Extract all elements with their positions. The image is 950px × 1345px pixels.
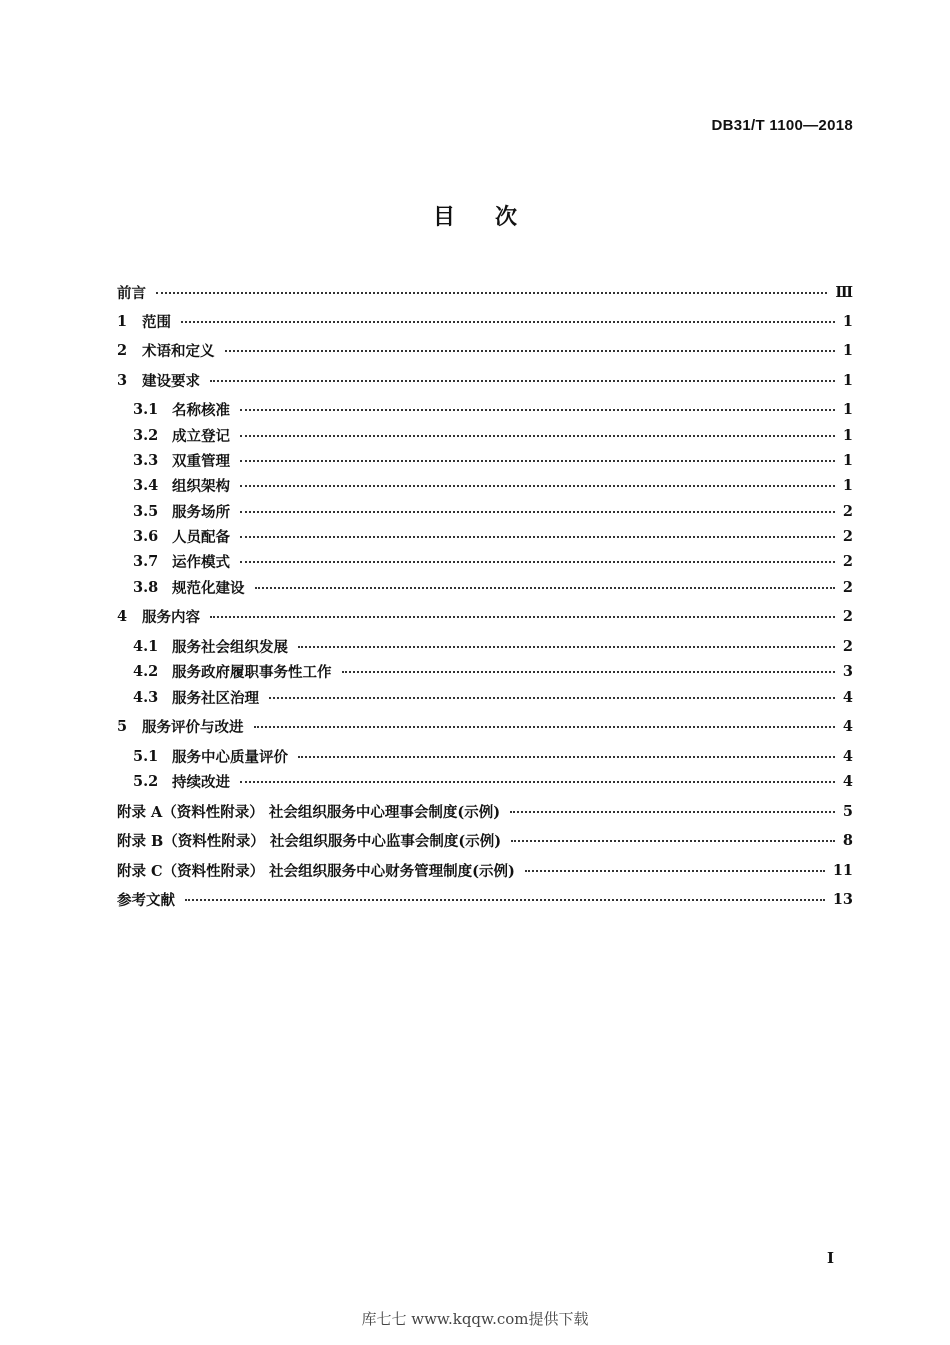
toc-entry-title: 建设要求 <box>142 372 200 390</box>
toc-entry-number: 3 <box>117 371 128 389</box>
dot-leader <box>254 726 835 728</box>
toc-entry-title: 运作模式 <box>172 553 230 571</box>
dot-leader <box>181 321 835 323</box>
toc-entry[interactable] <box>133 577 853 597</box>
toc-entry-title: 服务评价与改进 <box>142 718 244 736</box>
dot-leader <box>240 460 835 462</box>
toc-entry-page: 3 <box>842 662 853 680</box>
dot-leader <box>210 616 835 618</box>
toc-entry-page: 5 <box>842 802 853 820</box>
toc-entry-page: 2 <box>842 637 853 655</box>
toc-entry-page: Ⅲ <box>835 283 853 301</box>
dot-leader <box>240 435 835 437</box>
toc-entry-number: 3.2 <box>133 426 159 444</box>
toc-entry-title: 前言 <box>117 284 146 302</box>
toc-entry[interactable] <box>117 860 853 880</box>
dot-leader <box>342 671 835 673</box>
dot-leader <box>510 811 835 813</box>
toc-entry-title: 人员配备 <box>172 528 230 546</box>
dot-leader <box>225 350 835 352</box>
toc-entry-title: 服务政府履职事务性工作 <box>172 663 332 681</box>
toc-entry-number: 2 <box>117 341 128 359</box>
toc-entry[interactable] <box>133 636 853 656</box>
toc-entry-page: 2 <box>842 502 853 520</box>
toc-entry[interactable] <box>117 801 853 821</box>
dot-leader <box>298 756 835 758</box>
toc-entry-number: 4.2 <box>133 662 159 680</box>
toc-entry[interactable] <box>117 340 853 360</box>
toc-entry-title: 附录 B（资料性附录） 社会组织服务中心监事会制度(示例) <box>117 832 502 850</box>
dot-leader <box>240 781 835 783</box>
toc-entry[interactable] <box>133 475 853 495</box>
toc-entry-number: 3.5 <box>133 502 159 520</box>
toc-entry-title: 附录 A（资料性附录） 社会组织服务中心理事会制度(示例) <box>117 803 501 821</box>
page-folio: I <box>827 1249 835 1267</box>
toc-entry-title: 服务场所 <box>172 503 230 521</box>
toc-entry-page: 1 <box>842 476 853 494</box>
toc-entry-page: 13 <box>832 890 853 908</box>
toc-entry-page: 1 <box>842 371 853 389</box>
dot-leader <box>240 536 835 538</box>
toc-entry-title: 服务中心质量评价 <box>172 748 288 766</box>
toc-entry[interactable] <box>117 716 853 736</box>
toc-entry-page: 4 <box>842 747 853 765</box>
standard-number: DB31/T 1100—2018 <box>711 117 853 134</box>
dot-leader <box>240 409 835 411</box>
toc-entry-number: 5 <box>117 717 128 735</box>
toc-entry-number: 5.1 <box>133 747 159 765</box>
toc-entry-number: 3.1 <box>133 400 159 418</box>
title-char: 目 <box>432 204 455 230</box>
toc-entry-title: 范围 <box>142 313 171 331</box>
toc-entry-page: 1 <box>842 341 853 359</box>
toc-entry-title: 名称核准 <box>172 401 230 419</box>
toc-entry-page: 1 <box>842 400 853 418</box>
toc-entry-number: 5.2 <box>133 772 159 790</box>
toc-entry-title: 规范化建设 <box>172 579 245 597</box>
dot-leader <box>185 899 825 901</box>
dot-leader <box>210 380 835 382</box>
toc-entry[interactable] <box>133 687 853 707</box>
toc-entry-page: 1 <box>842 426 853 444</box>
title-char: 次 <box>495 204 518 230</box>
toc-entry-title: 服务内容 <box>142 608 200 626</box>
toc-entry-number: 4 <box>117 607 128 625</box>
toc-entry-page: 2 <box>842 527 853 545</box>
toc-entry[interactable] <box>117 282 853 302</box>
toc-entry[interactable] <box>133 746 853 766</box>
toc-entry[interactable] <box>133 526 853 546</box>
dot-leader <box>255 587 835 589</box>
toc-entry-page: 4 <box>842 688 853 706</box>
toc-entry-page: 1 <box>842 312 853 330</box>
toc-entry-title: 服务社会组织发展 <box>172 638 288 656</box>
toc-entry-title: 组织架构 <box>172 477 230 495</box>
toc-entry-page: 2 <box>842 607 853 625</box>
toc-entry-number: 3.7 <box>133 552 159 570</box>
toc-entry-title: 参考文献 <box>117 891 175 909</box>
dot-leader <box>240 485 835 487</box>
toc-entry-title: 服务社区治理 <box>172 689 259 707</box>
toc-entry-title: 术语和定义 <box>142 342 215 360</box>
toc-entry[interactable] <box>133 771 853 791</box>
toc-entry-page: 2 <box>842 552 853 570</box>
toc-entry[interactable] <box>117 311 853 331</box>
toc-entry-number: 4.1 <box>133 637 159 655</box>
toc-entry-number: 4.3 <box>133 688 159 706</box>
toc-entry-title: 成立登记 <box>172 427 230 445</box>
toc-entry-number: 3.3 <box>133 451 159 469</box>
dot-leader <box>240 561 835 563</box>
dot-leader <box>298 646 835 648</box>
toc-entry-title: 持续改进 <box>172 773 230 791</box>
toc-entry-page: 8 <box>842 831 853 849</box>
toc-entry-page: 1 <box>842 451 853 469</box>
toc-entry[interactable] <box>133 551 853 571</box>
toc-entry[interactable] <box>117 889 853 909</box>
toc-entry-number: 3.8 <box>133 578 159 596</box>
toc-entry-title: 附录 C（资料性附录） 社会组织服务中心财务管理制度(示例) <box>117 862 515 880</box>
toc-entry-page: 11 <box>832 861 853 879</box>
toc-entry-page: 2 <box>842 578 853 596</box>
toc-entry-page: 4 <box>842 717 853 735</box>
dot-leader <box>511 840 835 842</box>
toc-entry[interactable] <box>133 425 853 445</box>
dot-leader <box>156 292 827 294</box>
toc-entry[interactable] <box>133 450 853 470</box>
dot-leader <box>269 697 835 699</box>
toc-entry-number: 3.4 <box>133 476 159 494</box>
toc-entry[interactable] <box>117 370 853 390</box>
toc-entry[interactable] <box>117 830 853 850</box>
toc-entry[interactable] <box>117 606 853 626</box>
toc-entry-page: 4 <box>842 772 853 790</box>
dot-leader <box>525 870 825 872</box>
page-title <box>0 200 950 231</box>
toc-entry[interactable] <box>133 661 853 681</box>
footer-watermark: 库七七 www.kqqw.com提供下载 <box>361 1310 589 1328</box>
toc-entry-title: 双重管理 <box>172 452 230 470</box>
toc-entry[interactable] <box>133 399 853 419</box>
toc-entry-number: 3.6 <box>133 527 159 545</box>
dot-leader <box>240 511 835 513</box>
toc-entry-number: 1 <box>117 312 128 330</box>
toc-entry[interactable] <box>133 501 853 521</box>
